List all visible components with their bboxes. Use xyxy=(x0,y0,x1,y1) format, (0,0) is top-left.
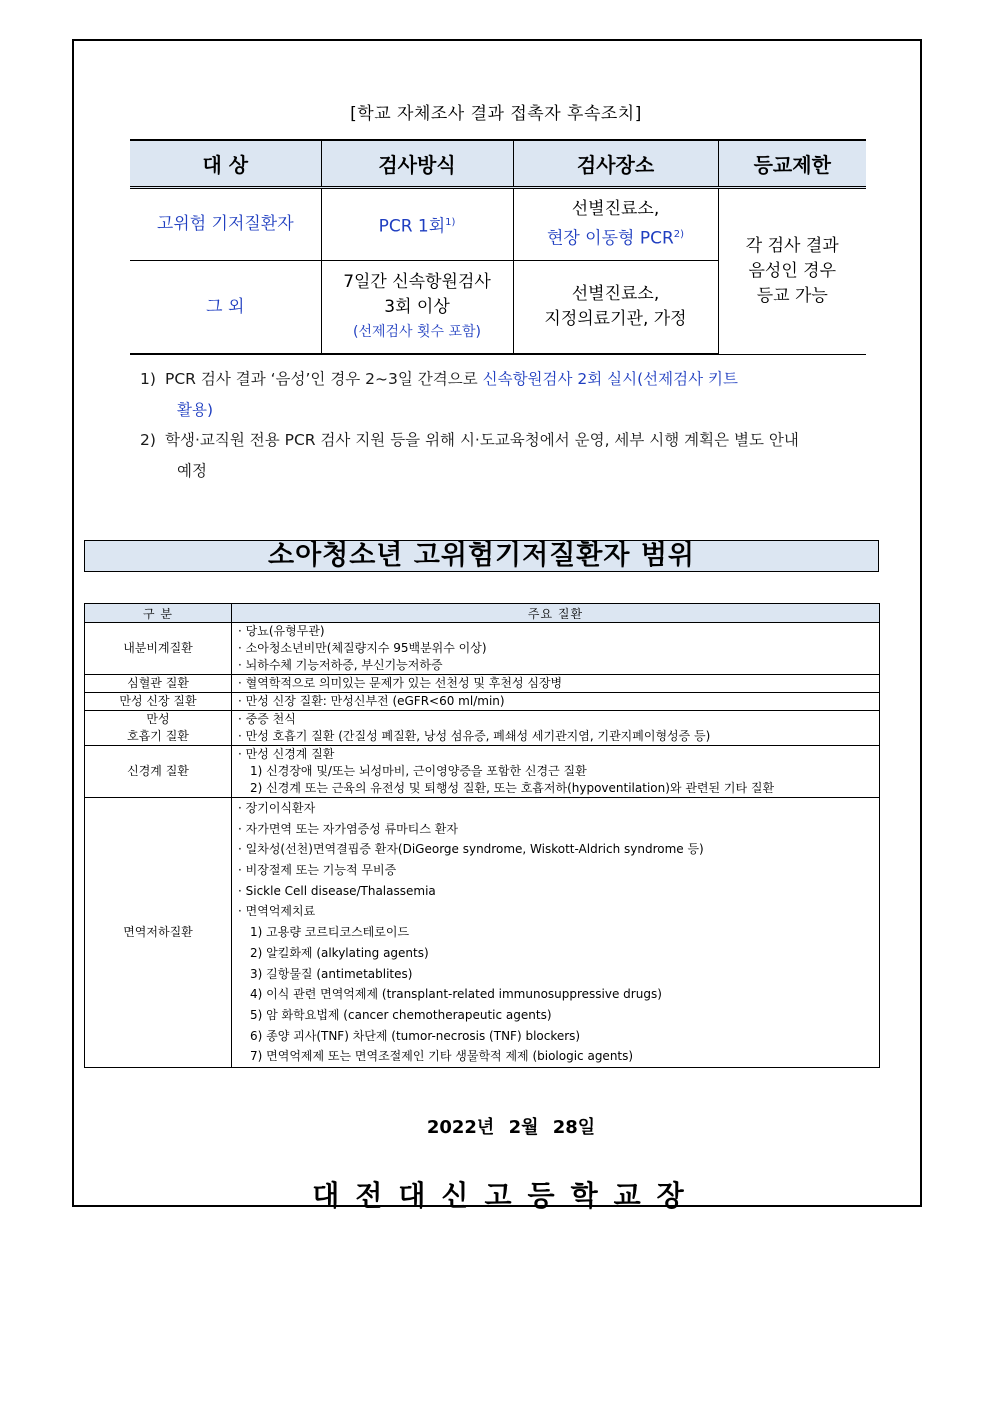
category-cell: 신경계 질환 xyxy=(85,746,232,798)
place-high-risk: 선별진료소, 현장 이동형 PCR$^{2)}$ xyxy=(513,188,718,261)
disease-list: · 장기이식환자 · 자가면역 또는 자가염증성 류마티스 환자 · 일차성(선천)면역결핍증 환자(DiGeorge syndrome, Wiskott-Aldrich syndrome 등) · 비장절제 또는 기능적 무비증 · Sickle Cell disease/Thalassemia · 면역억제치료 1) 고용량 코르티코스테로이드 2) 알킬화제 (alkylating agents) 3) 길항물질 (antimetablites) 4) 이식 관련 면역억제제 (transplant-related immunosuppressive drugs) 5) 암 화학요법제 (cancer chemotherapeutic agents) 6) 종양 괴사(TNF) 차단제 (tumor-necrosis (TNF) blockers) 7) 면역억제제 또는 면역조절제인 기타 생물학적 제제 (biologic agents) xyxy=(232,798,880,1068)
target-high-risk: 고위험 기저질환자 xyxy=(130,188,321,261)
header-method: 검사방식 xyxy=(321,140,513,188)
table-row xyxy=(85,711,880,746)
table-row xyxy=(85,675,880,693)
signer-name: 대전대신고등학교장 xyxy=(312,1179,700,1212)
table-row xyxy=(85,746,880,798)
table-row xyxy=(85,693,880,711)
header-category: 구 분 xyxy=(85,604,232,623)
disease-table xyxy=(84,603,880,1068)
header-target: 대 상 xyxy=(130,140,321,188)
section-banner: 소아청소년 고위험기저질환자 범위 xyxy=(84,540,879,572)
target-others: 그 외 xyxy=(130,261,321,355)
category-cell: 내분비계질환 xyxy=(85,623,232,675)
disease-list: · 만성 신장 질환: 만성신부전 (eGFR<60 ml/min) xyxy=(232,693,880,711)
table-row xyxy=(85,623,880,675)
method-others: 7일간 신속항원검사 3회 이상 (선제검사 횟수 포함) xyxy=(321,261,513,355)
disease-list: · 당뇨(유형무관) · 소아청소년비만(체질량지수 95백분위수 이상) · 뇌하수체 기능저하증, 부신기능저하증 xyxy=(232,623,880,675)
header-restriction: 등교제한 xyxy=(718,140,866,188)
table-caption: [학교 자체조사 결과 접촉자 후속조치] xyxy=(350,104,642,124)
footnote-2: 2) 학생·교직원 전용 PCR 검사 지원 등을 위해 시·도교육청에서 운영, 세부 시행 계획은 별도 안내 예정 xyxy=(140,431,799,480)
table-row xyxy=(85,798,880,1068)
disease-list: · 중증 천식 · 만성 호흡기 질환 (간질성 폐질환, 낭성 섬유증, 폐쇄성 세기관지염, 기관지폐이형성증 등) xyxy=(232,711,880,746)
followup-table xyxy=(130,139,866,355)
document-date: 2022년 2월 28일 xyxy=(426,1117,596,1138)
footnote-1: 1) PCR 검사 결과 ‘음성’인 경우 2~3일 간격으로 신속항원검사 2회 실시(선제검사 키트 활용) xyxy=(140,370,738,419)
category-cell: 만성 신장 질환 xyxy=(85,693,232,711)
header-diseases: 주요 질환 xyxy=(232,604,880,623)
category-cell: 면역저하질환 xyxy=(85,798,232,1068)
method-high-risk: PCR 1회$^{1)}$ xyxy=(321,188,513,261)
restriction-cell: 각 검사 결과 음성인 경우 등교 가능 xyxy=(718,188,866,355)
category-cell: 만성 호흡기 질환 xyxy=(85,711,232,746)
category-cell: 심혈관 질환 xyxy=(85,675,232,693)
place-others: 선별진료소, 지정의료기관, 가정 xyxy=(513,261,718,355)
disease-list: · 혈역학적으로 의미있는 문제가 있는 선천성 및 후천성 심장병 xyxy=(232,675,880,693)
header-place: 검사장소 xyxy=(513,140,718,188)
disease-list: · 만성 신경계 질환 1) 신경장애 및/또는 뇌성마비, 근이영양증을 포함한 신경근 질환 2) 신경계 또는 근육의 유전성 및 퇴행성 질환, 또는 호흡저하(hypoventilation)와 관련된 기타 질환 xyxy=(232,746,880,798)
